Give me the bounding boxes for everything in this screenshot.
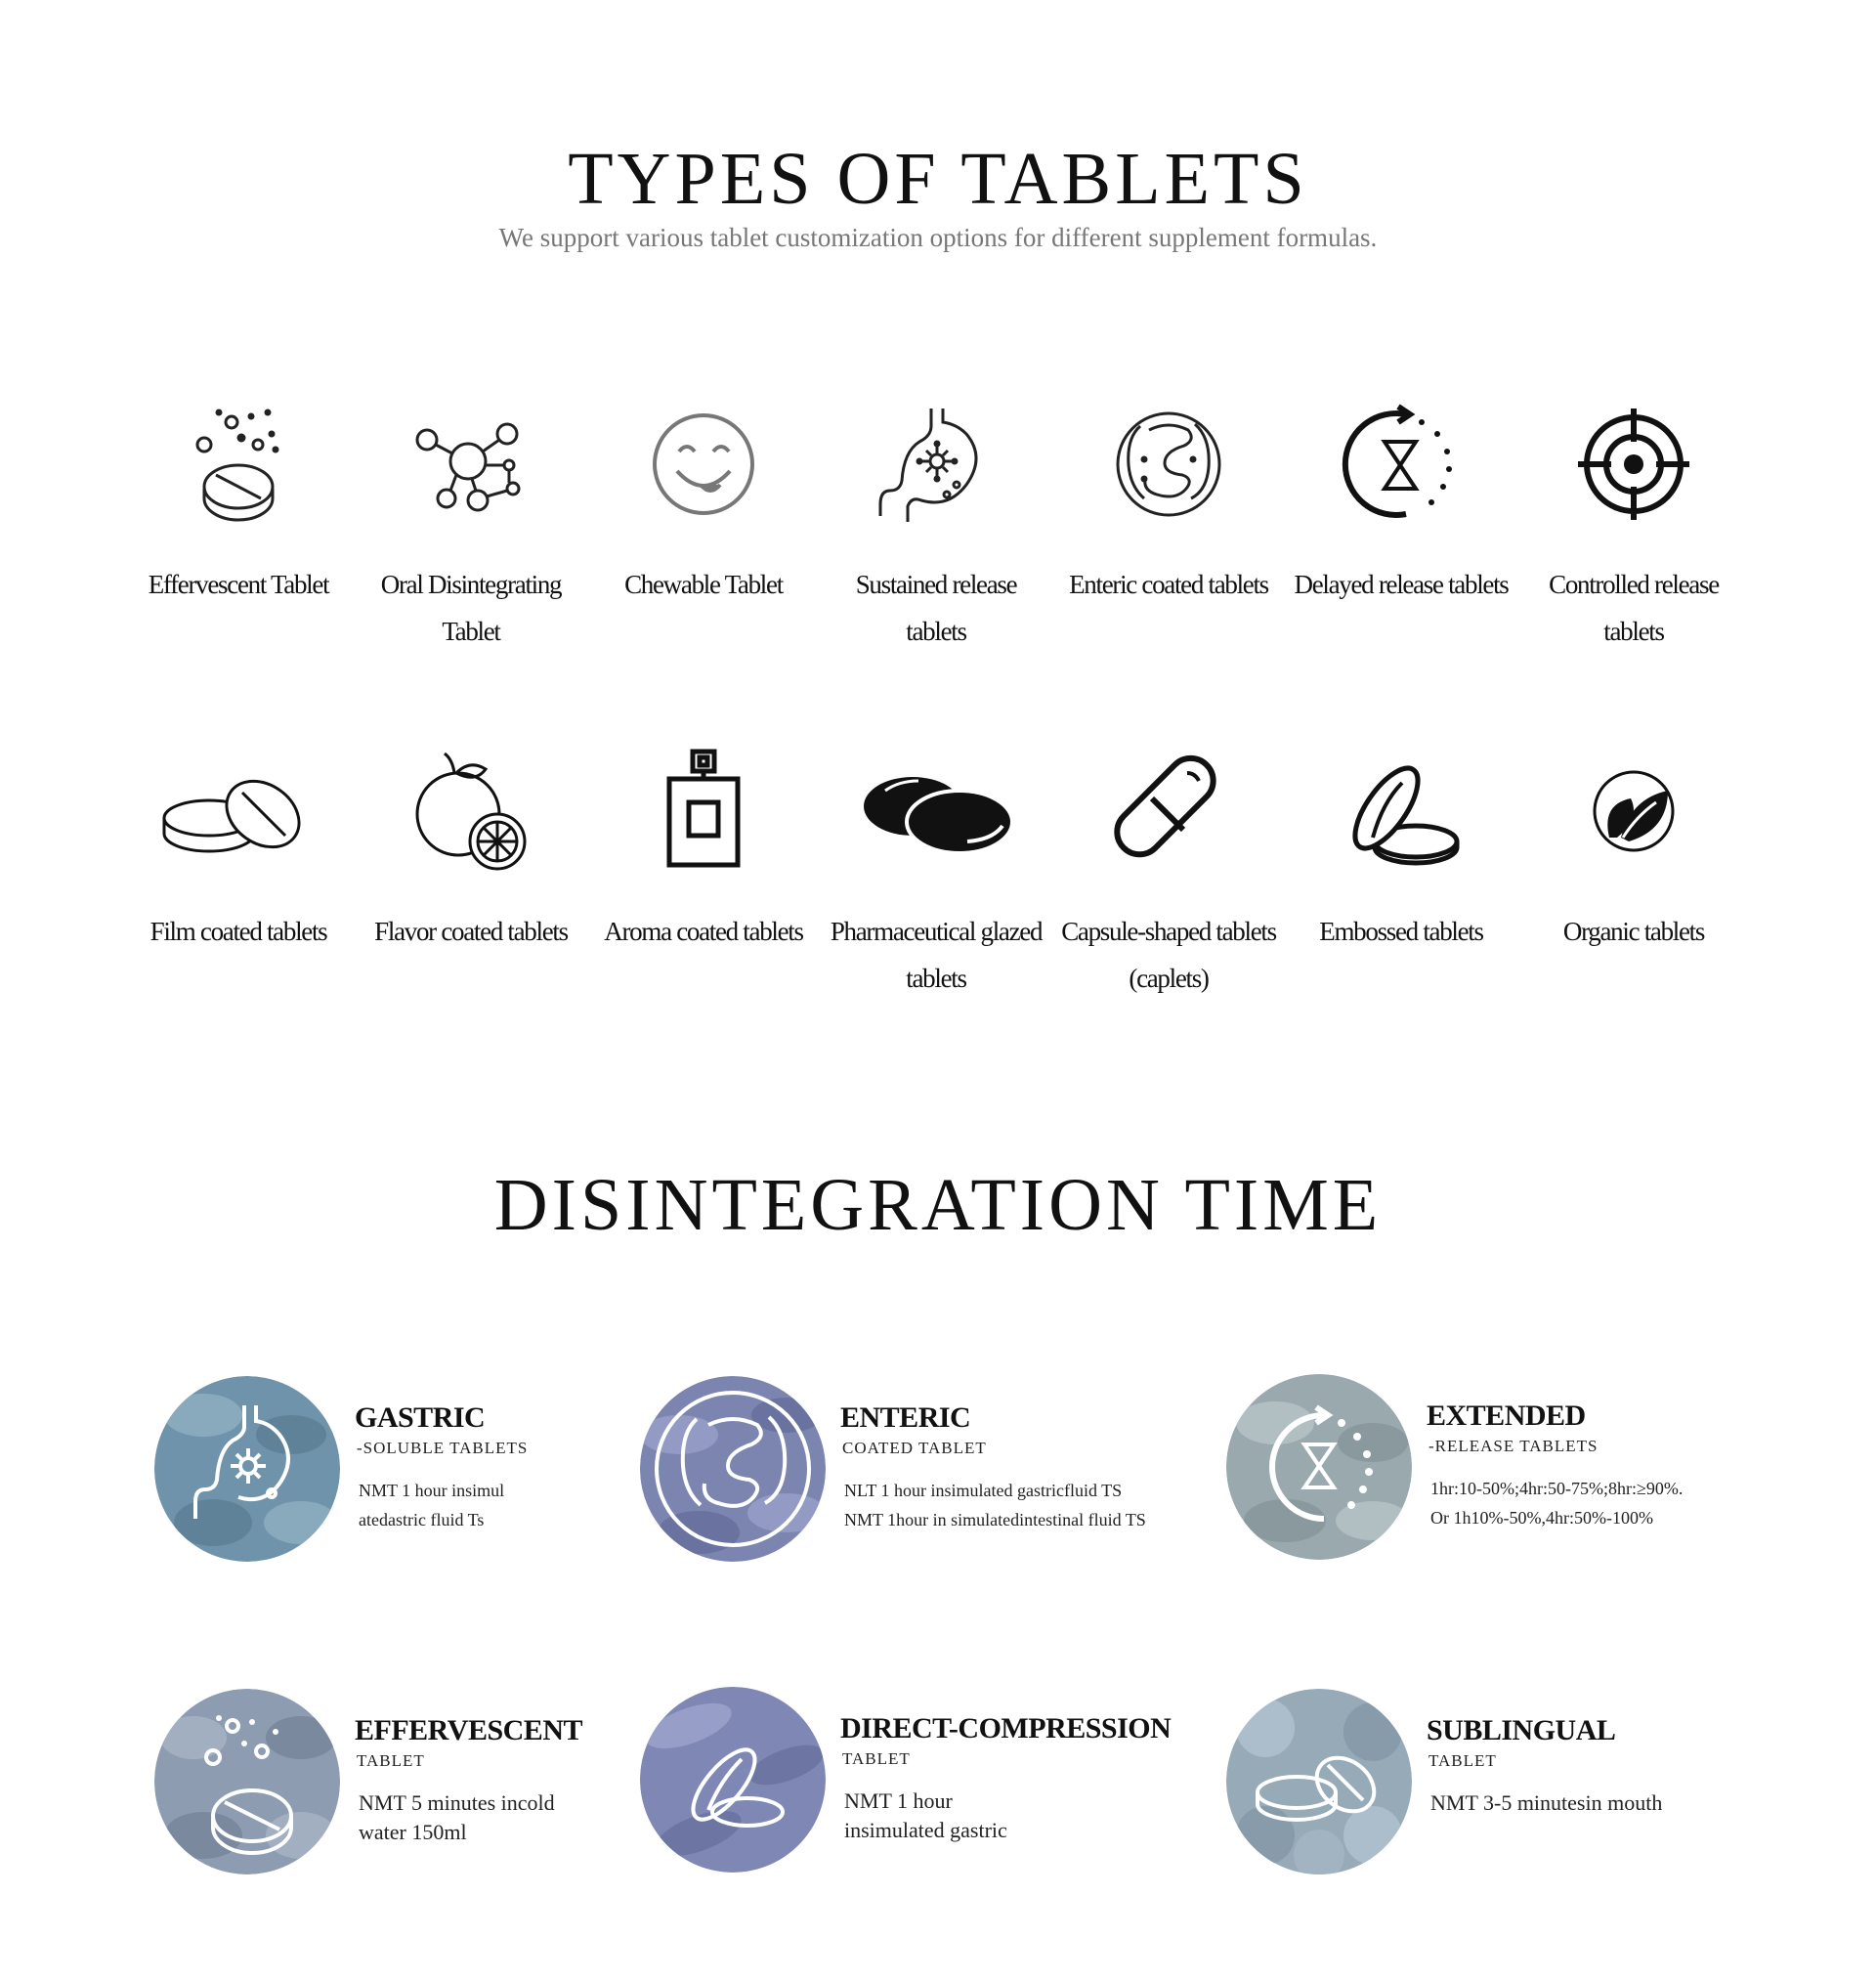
target-icon bbox=[1570, 401, 1697, 528]
tablet-type-item bbox=[587, 748, 820, 1002]
embossed-tablets-icon bbox=[640, 1687, 826, 1873]
tablet-type-item bbox=[587, 401, 820, 655]
card-desc-line: water 150ml bbox=[359, 1820, 467, 1844]
effervescent-icon bbox=[175, 401, 302, 528]
tablet-type-label: Flavor coated tablets bbox=[374, 917, 568, 946]
stomach-icon bbox=[873, 401, 1000, 528]
card-text bbox=[355, 1714, 582, 1847]
tablet-type-item bbox=[1052, 401, 1285, 655]
card-description bbox=[359, 1476, 528, 1534]
card-desc-line: atedastric fluid Ts bbox=[359, 1510, 485, 1529]
embossed-tablets-icon bbox=[1338, 748, 1465, 875]
tablet-type-label: Embossed tablets bbox=[1319, 917, 1483, 946]
card-description bbox=[1430, 1788, 1662, 1818]
orange-icon bbox=[407, 748, 534, 875]
tablet-type-item bbox=[820, 748, 1052, 1002]
stacked-tablets-icon bbox=[160, 748, 317, 875]
disintegration-card-effervescent bbox=[154, 1689, 623, 1884]
effervescent-icon bbox=[154, 1689, 340, 1874]
tablet-type-label: Controlled release tablets bbox=[1549, 570, 1719, 646]
card-title: DIRECT-COMPRESSION bbox=[840, 1712, 1172, 1744]
hourglass-cycle-icon bbox=[1226, 1374, 1412, 1560]
card-subtitle: COATED TABLET bbox=[842, 1439, 987, 1457]
glazed-tablets-icon bbox=[858, 748, 1014, 875]
card-desc-line: NMT 5 minutes incold bbox=[359, 1790, 555, 1815]
tablet-type-item bbox=[1517, 748, 1750, 1002]
card-desc-line: NMT 1 hour insimul bbox=[359, 1481, 505, 1500]
hourglass-cycle-icon bbox=[1338, 401, 1465, 528]
tablet-type-item bbox=[1517, 401, 1750, 655]
card-subtitle: TABLET bbox=[1428, 1751, 1497, 1770]
card-title: GASTRIC bbox=[355, 1401, 486, 1434]
tablet-types-row-1 bbox=[122, 401, 1754, 655]
card-title: EFFERVESCENT bbox=[355, 1714, 582, 1746]
tablet-type-label: Aroma coated tablets bbox=[604, 917, 803, 946]
card-text bbox=[840, 1712, 1171, 1845]
card-desc-line: NMT 3-5 minutesin mouth bbox=[1430, 1790, 1663, 1815]
tablet-type-label: Delayed release tablets bbox=[1294, 570, 1509, 599]
intestine-icon bbox=[1105, 401, 1232, 528]
tablet-type-label: Pharmaceutical glazed tablets bbox=[830, 917, 1043, 993]
tablet-type-item bbox=[122, 401, 355, 655]
tablet-type-label: Effervescent Tablet bbox=[148, 570, 329, 599]
card-desc-line: 1hr:10-50%;4hr:50-75%;8hr:≥90%. bbox=[1430, 1479, 1684, 1498]
types-subtitle: We support various tablet customization options for different supplement formulas. bbox=[498, 223, 1378, 252]
tablet-type-label: Organic tablets bbox=[1562, 917, 1705, 946]
tablet-type-item bbox=[820, 401, 1052, 655]
stacked-tablets-icon bbox=[1226, 1689, 1412, 1874]
card-text bbox=[1427, 1714, 1662, 1818]
card-title: SUBLINGUAL bbox=[1427, 1714, 1616, 1746]
tablet-type-item bbox=[355, 748, 587, 1002]
card-description bbox=[844, 1476, 1146, 1534]
disintegration-title: DISINTEGRATION TIME bbox=[493, 1164, 1383, 1246]
smiley-tongue-icon bbox=[640, 401, 767, 528]
card-subtitle: -RELEASE TABLETS bbox=[1428, 1437, 1599, 1455]
disintegration-card-extended bbox=[1226, 1374, 1773, 1570]
tablet-type-item bbox=[1052, 748, 1285, 1002]
disintegration-card-enteric bbox=[640, 1376, 1187, 1572]
tablet-type-label: Sustained release tablets bbox=[855, 570, 1017, 646]
card-description bbox=[1430, 1474, 1683, 1532]
card-title: ENTERIC bbox=[840, 1401, 971, 1434]
card-title: EXTENDED bbox=[1427, 1400, 1586, 1432]
tablet-type-label: Film coated tablets bbox=[149, 917, 327, 946]
card-text bbox=[1427, 1400, 1683, 1532]
card-subtitle: TABLET bbox=[842, 1749, 911, 1768]
disintegration-card-sublingual bbox=[1226, 1689, 1773, 1884]
leaf-icon bbox=[1570, 748, 1697, 875]
card-desc-line: Or 1h10%-50%,4hr:50%-100% bbox=[1430, 1508, 1653, 1528]
tablet-type-item bbox=[1285, 748, 1517, 1002]
tablet-type-label: Chewable Tablet bbox=[624, 570, 783, 599]
tablet-types-row-2 bbox=[122, 748, 1754, 1002]
tablet-type-label: Enteric coated tablets bbox=[1069, 570, 1268, 599]
intestine-icon bbox=[640, 1376, 826, 1562]
card-description bbox=[359, 1788, 582, 1847]
card-desc-line: insimulated gastric bbox=[844, 1818, 1007, 1842]
tablet-type-item bbox=[122, 748, 355, 1002]
disintegration-card-gastric bbox=[154, 1376, 623, 1572]
card-desc-line: NMT 1hour in simulatedintestinal fluid TS bbox=[844, 1510, 1146, 1529]
stomach-icon bbox=[154, 1376, 340, 1562]
capsule-icon bbox=[1105, 748, 1232, 875]
perfume-bottle-icon bbox=[640, 748, 767, 875]
disintegration-card-direct-compression bbox=[640, 1687, 1187, 1882]
card-text bbox=[355, 1401, 528, 1534]
card-subtitle: -SOLUBLE TABLETS bbox=[357, 1439, 529, 1457]
tablet-type-label: Capsule-shaped tablets (caplets) bbox=[1061, 917, 1276, 993]
card-desc-line: NMT 1 hour bbox=[844, 1788, 953, 1813]
card-description bbox=[844, 1787, 1171, 1845]
card-text bbox=[840, 1401, 1146, 1534]
tablet-type-item bbox=[355, 401, 587, 655]
types-title: TYPES OF TABLETS bbox=[568, 138, 1308, 220]
card-desc-line: NLT 1 hour insimulated gastricfluid TS bbox=[844, 1481, 1123, 1500]
card-subtitle: TABLET bbox=[357, 1751, 425, 1770]
molecule-icon bbox=[407, 401, 534, 528]
tablet-type-item bbox=[1285, 401, 1517, 655]
tablet-type-label: Oral Disintegrating Tablet bbox=[380, 570, 562, 646]
